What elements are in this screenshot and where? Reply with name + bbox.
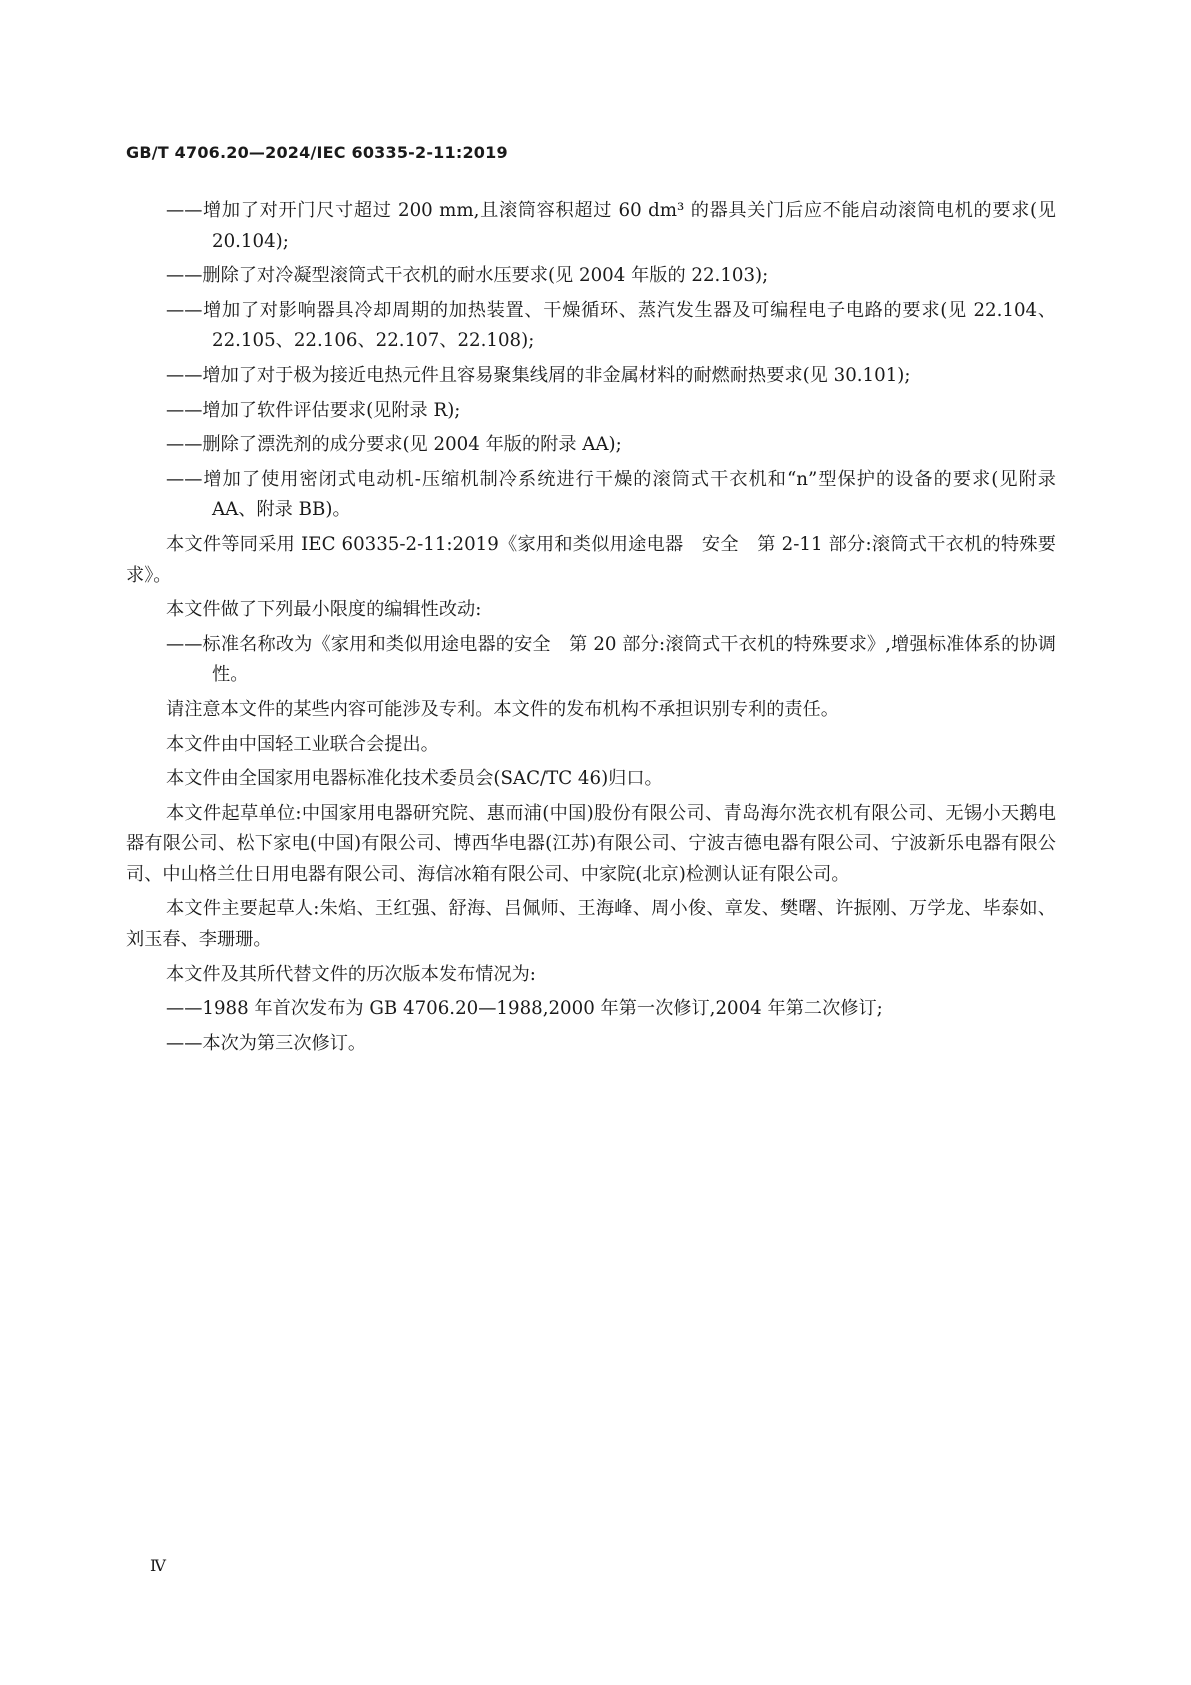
- list-item: ——标准名称改为《家用和类似用途电器的安全 第 20 部分:滚筒式干衣机的特殊要求》,增强标准体系的协调性。: [166, 633, 1056, 686]
- document-body: [126, 196, 1056, 1059]
- paragraph: 本文件起草单位:中国家用电器研究院、惠而浦(中国)股份有限公司、青岛海尔洗衣机有限公司、无锡小天鹅电器有限公司、松下家电(中国)有限公司、博西华电器(江苏)有限公司、宁波吉德电器有限公司、宁波新乐电器有限公司、中山格兰仕日用电器有限公司、海信冰箱有限公司、中家院(北京)检测认证有限公司。: [126, 802, 1056, 885]
- list-item: ——增加了对于极为接近电热元件且容易聚集线屑的非金属材料的耐燃耐热要求(见 30.101);: [166, 364, 911, 386]
- list-item: ——删除了漂洗剂的成分要求(见 2004 年版的附录 AA);: [166, 434, 622, 456]
- list-item: ——增加了对开门尺寸超过 200 mm,且滚筒容积超过 60 dm³ 的器具关门后应不能启动滚筒电机的要求(见 20.104);: [166, 200, 1056, 252]
- paragraph: 本文件由全国家用电器标准化技术委员会(SAC/TC 46)归口。: [166, 768, 663, 790]
- list-item: ——增加了对影响器具冷却周期的加热装置、干燥循环、蒸汽发生器及可编程电子电路的要求(见 22.104、22.105、22.106、22.107、22.108);: [166, 299, 1056, 352]
- page-number: Ⅳ: [150, 1556, 166, 1575]
- paragraph: 请注意本文件的某些内容可能涉及专利。本文件的发布机构不承担识别专利的责任。: [166, 698, 839, 720]
- paragraph: 本文件做了下列最小限度的编辑性改动:: [166, 599, 482, 621]
- paragraph: 本文件及其所代替文件的历次版本发布情况为:: [166, 963, 536, 985]
- list-item: ——1988 年首次发布为 GB 4706.20—1988,2000 年第一次修订,2004 年第二次修订;: [166, 998, 883, 1020]
- standard-code-header: GB/T 4706.20—2024/IEC 60335-2-11:2019: [126, 143, 508, 162]
- list-item: ——增加了使用密闭式电动机-压缩机制冷系统进行干燥的滚筒式干衣机和“n”型保护的设备的要求(见附录 AA、附录 BB)。: [166, 468, 1056, 521]
- list-item: ——增加了软件评估要求(见附录 R);: [166, 399, 461, 421]
- paragraph: 本文件由中国轻工业联合会提出。: [166, 733, 439, 755]
- paragraph: 本文件等同采用 IEC 60335-2-11:2019《家用和类似用途电器 安全 第 2-11 部分:滚筒式干衣机的特殊要求》。: [126, 533, 1056, 586]
- list-item: ——本次为第三次修订。: [166, 1032, 367, 1054]
- list-item: ——删除了对冷凝型滚筒式干衣机的耐水压要求(见 2004 年版的 22.103);: [166, 265, 769, 287]
- paragraph: 本文件主要起草人:朱焰、王红强、舒海、吕佩师、王海峰、周小俊、章发、樊曙、许振刚、万学龙、毕泰如、刘玉春、李珊珊。: [126, 898, 1056, 951]
